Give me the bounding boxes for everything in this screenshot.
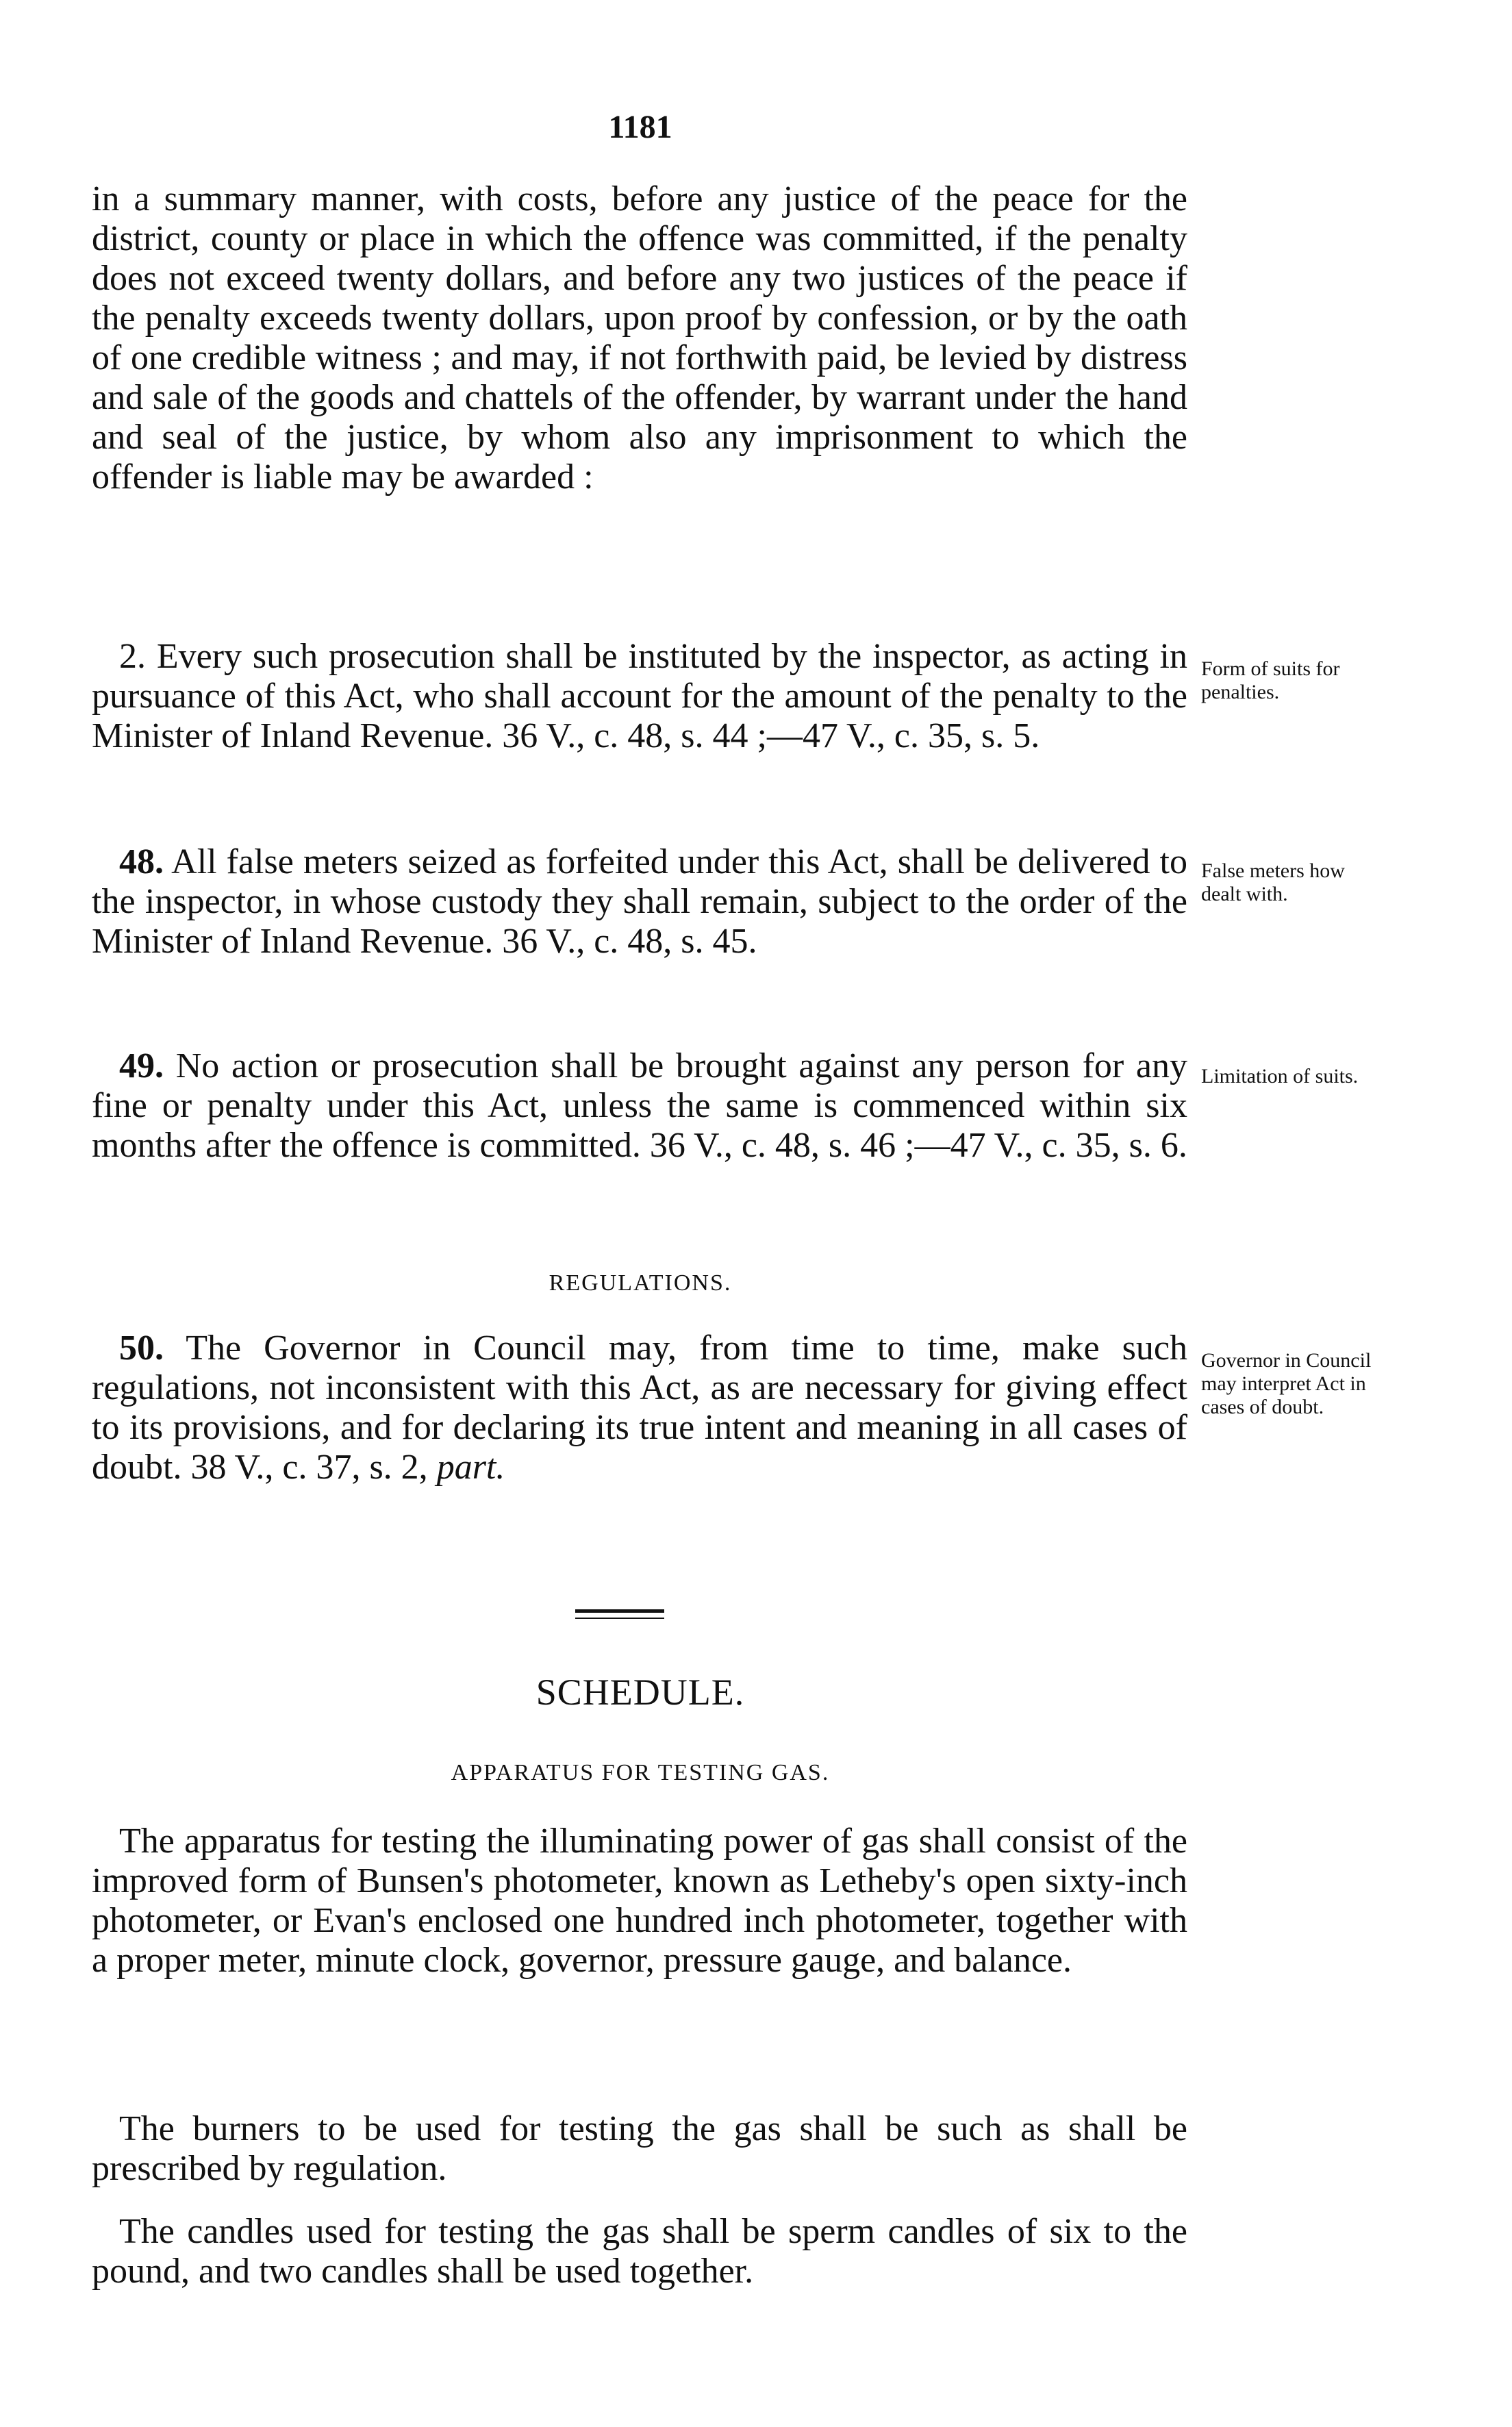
- subsection-2-text: 2. Every such prosecution shall be instituted by the inspector, as acting in pursuance of this Act, who shall account for the amount of the penalty to the Minister of Inland Revenue. 36 V., c. 48, s. 44 ;—47 V., c. 35, s. 5.: [92, 637, 1187, 755]
- section-49-number: 49.: [119, 1046, 164, 1085]
- margin-note-governor: Governor in Council may interpret Act in cases of doubt.: [1201, 1349, 1372, 1418]
- regulations-heading: REGULATIONS.: [549, 1270, 732, 1296]
- section-49-text: No action or prosecution shall be brought against any person for any fine or penalty under this Act, unless the same is commenced within six months after the offence is committed. 36 V., c. 48, s. 46 ;—47 V., c. 35, s. 6.: [92, 1046, 1188, 1165]
- section-48-number: 48.: [119, 842, 164, 881]
- section-50: [92, 1329, 1187, 1487]
- margin-note-false-meters: False meters how dealt with.: [1201, 859, 1345, 905]
- continuation-paragraph: [92, 179, 1187, 497]
- section-divider-rule-thin: [575, 1618, 664, 1619]
- section-49: [92, 1046, 1187, 1166]
- continuation-text: in a summary manner, with costs, before any justice of the peace for the district, county or place in which the offence was committed, if the penalty does not exceed twenty dollars, and before any two justices of the peace if the penalty exceeds twenty dollars, upon proof by confession, or by the oath of one credible witness ; and may, if not forthwith paid, be levied by distress and sale of the goods and chattels of the offender, by warrant under the hand and seal of the justice, by whom also any imprisonment to which the offender is liable may be awarded :: [92, 179, 1187, 496]
- schedule-paragraph-3-text: The candles used for testing the gas shall be sperm candles of six to the pound, and two candles shall be used together.: [92, 2212, 1187, 2291]
- schedule-paragraph-2: [92, 2109, 1187, 2189]
- schedule-paragraph-3: [92, 2212, 1187, 2291]
- section-divider-rule: [575, 1609, 664, 1613]
- schedule-paragraph-1: [92, 1822, 1187, 1980]
- subsection-2: [92, 637, 1187, 756]
- margin-note-form-of-suits: Form of suits for penalties.: [1201, 657, 1340, 703]
- schedule-title: SCHEDULE.: [536, 1672, 745, 1713]
- schedule-paragraph-2-text: The burners to be used for testing the gas shall be such as shall be prescribed by regulation.: [92, 2109, 1187, 2188]
- page-number: 1181: [608, 109, 672, 145]
- margin-note-limitation: Limitation of suits.: [1201, 1065, 1359, 1087]
- section-48-text: All false meters seized as forfeited under this Act, shall be delivered to the inspector, in whose custody they shall remain, subject to the order of the Minister of Inland Revenue. 36 V., c. 48, s. 45.: [92, 842, 1187, 961]
- schedule-paragraph-1-text: The apparatus for testing the illuminating power of gas shall consist of the improved form of Bunsen's photometer, known as Letheby's open sixty-inch photometer, or Evan's enclosed one hundred inch photometer, together with a proper meter, minute clock, governor, pressure gauge, and balance.: [92, 1822, 1187, 1980]
- section-50-text: The Governor in Council may, from time to time, make such regulations, not inconsistent with this Act, as are necessary for giving effect to its provisions, and for declaring its true intent and meaning in all cases of doubt. 38 V., c. 37, s. 2,: [92, 1329, 1187, 1487]
- section-48: [92, 842, 1187, 961]
- section-50-number: 50.: [119, 1329, 164, 1368]
- schedule-subheading: APPARATUS FOR TESTING GAS.: [451, 1760, 830, 1785]
- section-50-part: part.: [436, 1448, 505, 1487]
